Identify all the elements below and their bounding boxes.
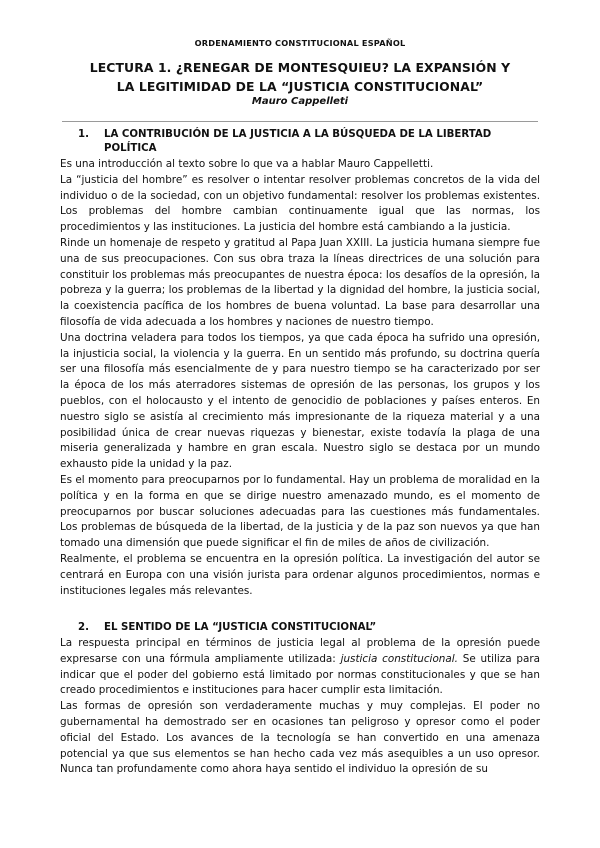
paragraph: Rinde un homenaje de respeto y gratitud al Papa Juan XXIII. La justicia humana siempre fue una de sus preocupaciones. Con sus obra traza la líneas directrices de una solución para constituir los problemas más preocupantes de nuestra época: los desafíos de la opresión, la pobreza y la guerra; los problemas de la libertad y la dignidad del hombre, la justicia social, la coexistencia pacífica de los hombres de buena voluntad. La base para desarrollar una filosofía de vida adecuada a los hombres y naciones de nuestro tiempo.	[60, 236, 540, 328]
section-1	[60, 128, 540, 599]
paragraph: Una doctrina veladera para todos los tiempos, ya que cada época ha sufrido una opresión, la injusticia social, la violencia y la guerra. En un sentido más profundo, su doctrina quería ser una filosofía más esencialmente de y para nuestro tiempo se ha caracterizado por ser la época de los más aterradores sistemas de opresión de las personas, los grupos y los pueblos, con el holocausto y el intento de genocidio de poblaciones y países enteros. En nuestro siglo se asistía al crecimiento más impresionante de la riqueza material y a una posibilidad única de crear nuevas riquezas y bienestar, existe todavía la plaga de una miseria generalizada y hambre en gran escala. Nuestro siglo se destaca por un mundo exhausto pide la unidad y la paz.	[60, 331, 540, 471]
paragraph	[60, 636, 540, 699]
title-divider	[62, 121, 538, 122]
paragraph-text: La respuesta principal en términos de justicia legal al problema de la opresión puede expresarse con una fórmula ampliamente utilizada:	[60, 637, 540, 665]
lecture-title: LECTURA 1. ¿RENEGAR DE MONTESQUIEU? LA EXPANSIÓN Y LA LEGITIMIDAD DE LA “JUSTICIA CONSTITUCIONAL”	[89, 60, 511, 94]
section-1-number: 1.	[78, 129, 89, 140]
section-1-heading	[60, 128, 540, 156]
section-2-number: 2.	[78, 622, 89, 633]
paragraph: Las formas de opresión son verdaderamente muchas y muy complejas. El poder no gubernamental ha demostrado ser en ocasiones tan peligroso y opresor como el poder oficial del Estado. Los avances de la tecnología se han convertido en una amenaza potencial ya que sus elementos se han hecho cada vez más asequibles a un uso opresor. Nunca tan profundamente como ahora haya sentido el individuo la opresión de su	[60, 700, 540, 776]
paragraph: Realmente, el problema se encuentra en la opresión política. La investigación del autor se centrará en Europa con una visión jurista para ordenar algunos procedimientos, normas e instituciones legales más relevantes.	[60, 552, 540, 597]
section-2	[60, 621, 540, 778]
paragraph-text: Se utiliza para indicar que el poder del gobierno está limitado por normas constitucionales y que se han creado procedimientos e instituciones para hacer cumplir esta limitación.	[60, 652, 541, 697]
section-1-heading-text: LA CONTRIBUCIÓN DE LA JUSTICIA A LA BÚSQUEDA DE LA LIBERTAD POLÍTICA	[104, 129, 492, 154]
author-name: Mauro Cappelleti	[251, 96, 349, 107]
paragraph: Es una introducción al texto sobre lo que va a hablar Mauro Cappelletti.	[60, 158, 434, 170]
emphasized-term: justicia constitucional.	[340, 652, 458, 665]
paragraph: Es el momento para preocuparnos por lo fundamental. Hay un problema de moralidad en la política y en la forma en que se dirige nuestro amenazado mundo, es el momento de preocuparnos por buscar soluciones adecuadas para las cuestiones más fundamentales. Los problemas de búsqueda de la libertad, de la justicia y de la paz son nuevos ya que han tomado una dimensión que puede significar el fin de miles de años de civilización.	[60, 473, 540, 550]
paragraph: La “justicia del hombre” es resolver o intentar resolver problemas concretos de la vida del individuo o de la sociedad, con un objetivo fundamental: resolver los problemas existentes. Los problemas del hombre cambian continuamente igual que las normas, los procedimientos y las instituciones. La justicia del hombre está cambiando a la justicia.	[60, 173, 540, 234]
section-2-heading	[60, 621, 540, 635]
running-header: ORDENAMIENTO CONSTITUCIONAL ESPAÑOL	[194, 38, 406, 48]
section-2-heading-text: EL SENTIDO DE LA “JUSTICIA CONSTITUCIONAL”	[104, 622, 377, 633]
